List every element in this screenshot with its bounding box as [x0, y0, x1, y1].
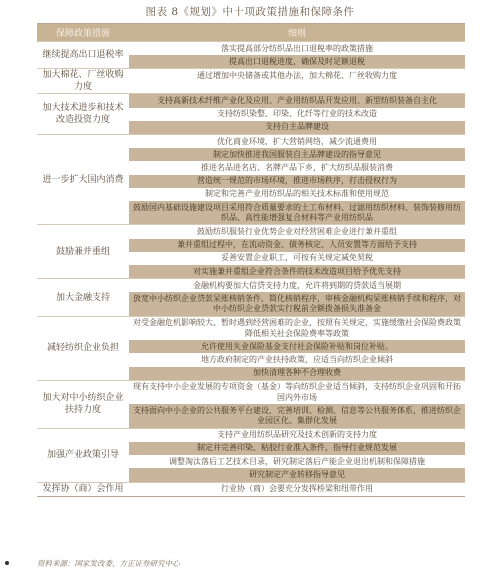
- measure-list: [129, 279, 465, 316]
- policy-category: 继续提高出口退税率: [42, 50, 124, 61]
- measure-item: 支持高新技术纤维产业化及应用、产业用纺织品开发应用、新型纺织装备自主化: [129, 94, 465, 107]
- measure-list: [129, 225, 465, 278]
- policy-category: 加大棉花、厂丝收购力度: [42, 70, 124, 93]
- policy-group: [37, 224, 465, 278]
- measure-item: 加快清理各种不合理收费: [129, 367, 465, 380]
- figure-title: 图表 8《规划》中十项政策措施和保障条件: [145, 6, 355, 18]
- measure-item: 制定并完善印染、粘胶行业准入条件，指导行业规范发展: [129, 442, 465, 455]
- table-header: [37, 24, 465, 41]
- policy-group: [37, 93, 465, 134]
- policy-group: [37, 482, 465, 496]
- measure-item: 支持产业用纺织品研究及技术创新的支持力度: [129, 429, 465, 442]
- measure-item: 现有支持中小企业发展的专项资金（基金）等向纺织企业适当倾斜，支持纺织企业巩固和开拓国内外市场: [129, 381, 465, 404]
- policy-group: [37, 134, 465, 224]
- measure-item: 支持自主品牌建设: [129, 121, 465, 134]
- header-col-policy: 保障政策措施: [55, 29, 110, 39]
- measure-item: 研究制定产业转移指导意见: [129, 468, 465, 481]
- bullet-dot: [5, 561, 9, 565]
- measure-item: 提高出口退税进度，确保及时足额退税: [129, 55, 465, 68]
- measure-list: [129, 317, 465, 380]
- measure-item: 允许使用失业保险基金支付社会保险补贴和岗位补贴。: [129, 340, 465, 353]
- measure-list: [129, 381, 465, 428]
- measure-item: 行业协（商）会要充分发挥桥梁和纽带作用: [129, 483, 465, 496]
- policy-category: 进一步扩大国内消费: [42, 174, 124, 185]
- measure-list: [129, 483, 465, 496]
- policy-category: 加大技术进步和技术改造投资力度: [42, 103, 124, 126]
- measure-item: 放宽中小纺织企业贷款呆账核销条件，简化核销程序，审核金融机构呆账核销手续和程序，对中小纺织企业贷款实行税前全额拨备损失准备金: [129, 292, 465, 315]
- measure-item: 推进名品进名店、名牌产品下乡，扩大纺织品服装消费: [129, 161, 465, 174]
- measure-item: 优化商业环境，扩大营销网络，减少流通费用: [129, 135, 465, 148]
- measure-item: 鼓励纺织服装行业优势企业对经营困难企业进行兼并重组: [129, 225, 465, 238]
- measure-item: 调整淘汰落后工艺技术目录，研究制定落后产能企业退出机制和保障措施: [129, 455, 465, 468]
- policy-table: [37, 23, 465, 497]
- measure-item: 营造统一规范的市场环境，推进市场秩序，打击侵权行为: [129, 175, 465, 188]
- measure-list: [129, 42, 465, 68]
- measure-item: 通过增加中央储备或其他办法，加大棉花、厂丝收购力度: [129, 69, 465, 82]
- header-col-detail: 细则: [287, 29, 306, 39]
- measure-item: 对实施兼并重组企业符合条件的技术改造项目给予优先支持: [129, 265, 465, 278]
- measure-item: 鼓励国内基础设施建设项目采用符合质量要求的土工布材料、过滤用纺织材料、装饰装修用纺织品、高性能增强复合材料等产业用纺织品: [129, 201, 465, 224]
- measure-item: 妥善安置企业职工，可按有关规定减免契税: [129, 252, 465, 265]
- measure-item: 对受金融危机影响较大、暂时遇到经营困难的企业，按照有关规定，实施缓缴社会保险费政策降低相关社会保险费率等政策: [129, 317, 465, 340]
- measure-item: 兼并重组过程中，在流动资金、债务核定、人员安置等方面给予支持: [129, 239, 465, 252]
- table-body: [37, 41, 465, 496]
- measure-list: [129, 429, 465, 482]
- policy-category: 加大金融支持: [55, 292, 110, 303]
- policy-group: [37, 380, 465, 428]
- measure-item: 金融机构要加大信贷支持力度，允许将到期的贷款适当展期: [129, 279, 465, 292]
- policy-category: 鼓励兼并重组: [55, 246, 110, 257]
- measure-list: [129, 135, 465, 224]
- policy-category: 发挥协（商）会作用: [42, 484, 124, 495]
- measure-list: [129, 69, 465, 93]
- policy-group: [37, 278, 465, 316]
- measure-item: 支持面向中小企业的公共服务平台建设，完善培训、检测、信息等公共服务体系，推进纺织企业园区化、集群化发展: [129, 404, 465, 427]
- policy-category: 减轻纺织企业负担: [46, 343, 119, 354]
- policy-category: 加大对中小纺织企业扶持力度: [42, 393, 124, 416]
- measure-list: [129, 94, 465, 134]
- measure-item: 制定加快推进我国服装自主品牌建设的指导意见: [129, 148, 465, 161]
- measure-item: 制定和完善产业用纺织品的相关技术标准和使用规范: [129, 188, 465, 201]
- policy-category: 加强产业政策引导: [46, 450, 119, 461]
- policy-group: [37, 316, 465, 380]
- policy-group: [37, 428, 465, 482]
- measure-item: 支持纺织染整、印染、化纤等行业的技术改造: [129, 108, 465, 121]
- policy-group: [37, 41, 465, 68]
- policy-group: [37, 68, 465, 93]
- measure-item: 落实提高部分纺织品出口退税率的政策措施: [129, 42, 465, 55]
- source-note: 资料来源：国家发改委，方正证券研究中心: [37, 559, 180, 568]
- measure-item: 地方政府制定的产业扶持政策，应适当向纺织企业倾斜: [129, 353, 465, 366]
